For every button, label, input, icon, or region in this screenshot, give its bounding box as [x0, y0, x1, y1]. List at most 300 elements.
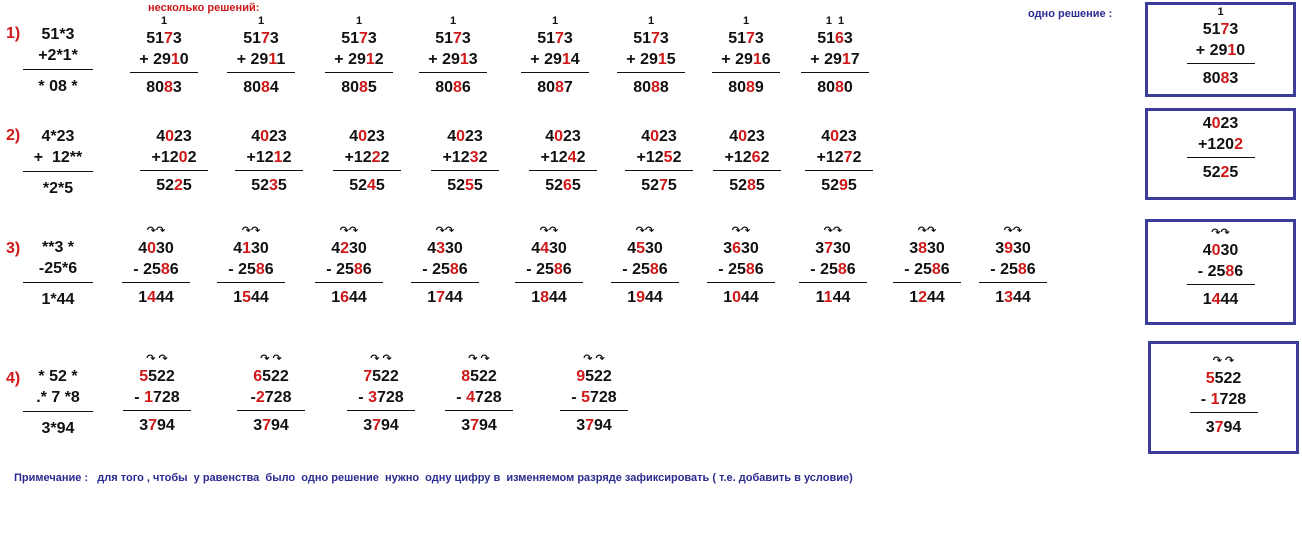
- example-line-c: [522, 175, 604, 196]
- highlight-digit: 7: [363, 368, 373, 385]
- example-divider: [411, 282, 479, 283]
- digits: 6: [562, 261, 572, 278]
- highlight-digit: 8: [160, 261, 170, 278]
- highlight-digit: 8: [540, 289, 549, 306]
- highlight-digit: 2: [173, 177, 183, 194]
- example-line-b: [133, 147, 215, 168]
- digits: 44: [1220, 291, 1239, 308]
- digits: 51: [633, 30, 651, 47]
- example-line-a: [792, 238, 874, 259]
- digits: 23: [563, 128, 581, 145]
- digits: 7: [563, 79, 573, 96]
- digits: 44: [349, 289, 367, 306]
- carry-mark: ↷↷: [917, 225, 937, 237]
- worked-example: [706, 126, 788, 196]
- carry-mark: ↷↷: [635, 225, 655, 237]
- digits: 51: [146, 30, 164, 47]
- digits: 2: [760, 149, 770, 166]
- highlight-digit: 7: [585, 417, 594, 434]
- example-divider: [805, 170, 873, 171]
- highlight-digit: 1: [841, 51, 851, 68]
- worked-example: [326, 126, 408, 196]
- digits: 23: [839, 128, 857, 145]
- highlight-digit: 7: [1220, 21, 1230, 38]
- example-line-a: [553, 366, 635, 387]
- example-line-a: [412, 28, 494, 49]
- digits: 2: [672, 149, 682, 166]
- worked-example: [115, 224, 197, 308]
- highlight-digit: 1: [561, 51, 571, 68]
- note-text: Примечание : для того , чтобы у равенства было одно решение нужно одну цифру в изменяемом разряде зафиксировать ( т.е. добавить в условие): [14, 472, 853, 484]
- digits: 4: [545, 128, 555, 145]
- example-divider: [140, 170, 208, 171]
- example-line-b: [1180, 134, 1262, 155]
- digits: -: [134, 389, 145, 406]
- digits: 30: [927, 240, 945, 257]
- problem-line-a: 4*23: [41, 128, 75, 145]
- worked-example: [116, 352, 198, 436]
- worked-example: [886, 224, 968, 308]
- digits: + 29: [334, 51, 366, 68]
- digits: 6: [761, 51, 771, 68]
- example-line-a: [514, 28, 596, 49]
- digits: - 25: [810, 261, 838, 278]
- example-divider: [445, 410, 513, 411]
- row-label: 1): [6, 25, 21, 42]
- example-line-c: [115, 287, 197, 308]
- digits: 30: [645, 240, 663, 257]
- problem-line-b: +2*1*: [38, 47, 78, 64]
- answer-box-row-4: [1148, 341, 1299, 454]
- highlight-digit: 3: [268, 177, 278, 194]
- highlight-digit: 0: [554, 128, 563, 145]
- highlight-digit: 1: [657, 51, 667, 68]
- example-line-b: [508, 259, 590, 280]
- highlight-digit: 5: [242, 289, 251, 306]
- digits: 4: [531, 240, 541, 257]
- digits: 44: [832, 289, 851, 306]
- worked-example: [1183, 354, 1265, 438]
- digits: 44: [741, 289, 759, 306]
- digits: 94: [479, 417, 497, 434]
- highlight-digit: 8: [837, 261, 847, 278]
- example-line-b: [604, 259, 686, 280]
- digits: 23: [1220, 115, 1239, 132]
- example-line-c: [228, 175, 310, 196]
- example-line-c: [610, 77, 692, 98]
- digits: 2: [374, 51, 384, 68]
- problem-line-b: .* 7 *8: [36, 389, 80, 406]
- example-line-a: [700, 238, 782, 259]
- carry-mark: ↷ ↷: [146, 353, 168, 365]
- highlight-digit: 3: [436, 240, 445, 257]
- digits: 51: [243, 30, 261, 47]
- digits: 30: [741, 240, 759, 257]
- worked-example: [553, 352, 635, 436]
- digits: 522: [372, 368, 399, 385]
- example-divider: [801, 72, 869, 73]
- highlight-digit: 8: [163, 79, 173, 96]
- example-divider: [123, 410, 191, 411]
- example-divider: [799, 282, 867, 283]
- digits: 30: [549, 240, 567, 257]
- digits: 6: [658, 261, 668, 278]
- digits: 4: [641, 128, 651, 145]
- digits: 3: [253, 417, 263, 434]
- carry-mark: ↷↷: [339, 225, 359, 237]
- digits: 80: [146, 79, 164, 96]
- digits: 1: [233, 289, 243, 306]
- digits: 6: [362, 261, 372, 278]
- digits: 44: [156, 289, 174, 306]
- highlight-digit: 4: [466, 389, 475, 406]
- digits: + 29: [428, 51, 460, 68]
- example-divider: [1187, 63, 1255, 64]
- digits: 3: [1229, 70, 1239, 87]
- example-divider: [712, 72, 780, 73]
- example-line-b: [1180, 261, 1262, 282]
- example-line-c: [700, 287, 782, 308]
- highlight-digit: 7: [824, 240, 833, 257]
- example-line-a: [794, 28, 876, 49]
- highlight-digit: 1: [752, 51, 762, 68]
- digits: - 25: [1197, 263, 1226, 280]
- digits: 3: [723, 240, 733, 257]
- highlight-digit: 7: [554, 30, 564, 47]
- digits: + 29: [810, 51, 842, 68]
- carry-mark: ↷↷: [435, 225, 455, 237]
- digits: 5: [375, 177, 385, 194]
- example-line-b: [798, 147, 880, 168]
- highlight-digit: 8: [649, 261, 659, 278]
- digits: 52: [447, 177, 465, 194]
- example-line-c: [972, 287, 1054, 308]
- example-divider: [617, 72, 685, 73]
- digits: 52: [729, 177, 747, 194]
- highlight-digit: 1: [823, 289, 833, 306]
- highlight-digit: 0: [358, 128, 367, 145]
- digits: 30: [251, 240, 269, 257]
- example-line-c: [514, 77, 596, 98]
- problem-4: [18, 366, 98, 439]
- digits: 728: [376, 389, 404, 406]
- digits: - 25: [228, 261, 256, 278]
- digits: 3: [461, 417, 471, 434]
- digits: 80: [1202, 70, 1221, 87]
- example-line-c: [618, 175, 700, 196]
- digits: 51: [341, 30, 359, 47]
- example-line-c: [706, 175, 788, 196]
- highlight-digit: 0: [260, 128, 269, 145]
- digits: 44: [549, 289, 567, 306]
- digits: 80: [341, 79, 359, 96]
- digits: 80: [537, 79, 555, 96]
- problem-line-c: 3*94: [41, 420, 75, 437]
- highlight-digit: 8: [918, 240, 927, 257]
- digits: 1: [815, 289, 824, 306]
- digits: 4: [1202, 242, 1212, 259]
- example-line-a: [604, 238, 686, 259]
- example-divider: [431, 170, 499, 171]
- worked-example: [798, 126, 880, 196]
- digits: 1: [909, 289, 919, 306]
- example-line-a: [326, 126, 408, 147]
- worked-example: [794, 14, 876, 98]
- digits: 23: [269, 128, 287, 145]
- example-line-a: [220, 28, 302, 49]
- digits: +12: [442, 149, 470, 166]
- highlight-digit: 1: [268, 51, 277, 68]
- digits: 3: [563, 30, 573, 47]
- digits: 52: [349, 177, 367, 194]
- example-line-a: [123, 28, 205, 49]
- highlight-digit: 8: [353, 261, 363, 278]
- digits: 522: [470, 368, 497, 385]
- digits: +12: [636, 149, 664, 166]
- highlight-digit: 9: [838, 177, 848, 194]
- example-line-a: [1180, 19, 1262, 40]
- digits: 80: [435, 79, 453, 96]
- digits: 52: [545, 177, 563, 194]
- digits: 3: [1205, 419, 1215, 436]
- digits: 80: [728, 79, 746, 96]
- digits: 3: [461, 30, 471, 47]
- example-line-a: [798, 126, 880, 147]
- highlight-digit: 8: [452, 79, 462, 96]
- example-line-b: [115, 259, 197, 280]
- row-label: 2): [6, 127, 21, 144]
- highlight-digit: 5: [663, 149, 673, 166]
- digits: + 29: [530, 51, 562, 68]
- digits: 1: [531, 289, 541, 306]
- highlight-digit: 8: [746, 177, 756, 194]
- highlight-digit: 8: [1225, 263, 1235, 280]
- highlight-digit: 7: [650, 30, 660, 47]
- example-line-a: [404, 238, 486, 259]
- example-divider: [611, 282, 679, 283]
- highlight-digit: 0: [1211, 242, 1221, 259]
- example-line-c: [438, 415, 520, 436]
- example-line-a: [522, 126, 604, 147]
- example-line-c: [133, 175, 215, 196]
- example-line-b: [220, 49, 302, 70]
- digits: 1: [1202, 291, 1212, 308]
- highlight-digit: 1: [144, 389, 153, 406]
- answer-box-row-1: [1145, 2, 1296, 97]
- digits: 3: [172, 79, 182, 96]
- digits: 2: [187, 149, 197, 166]
- highlight-digit: 1: [1210, 391, 1220, 408]
- highlight-digit: 5: [1205, 370, 1215, 387]
- example-line-a: [133, 126, 215, 147]
- highlight-digit: 8: [449, 261, 459, 278]
- digits: 728: [264, 389, 292, 406]
- highlight-digit: 8: [650, 79, 660, 96]
- worked-example: [412, 14, 494, 98]
- digits: 728: [589, 389, 617, 406]
- example-divider: [1190, 412, 1258, 413]
- digits: 6: [461, 79, 471, 96]
- answer-box-row-2: [1145, 108, 1296, 200]
- digits: + 29: [626, 51, 658, 68]
- highlight-digit: 6: [834, 30, 844, 47]
- digits: 44: [927, 289, 945, 306]
- digits: 3: [172, 30, 182, 47]
- digits: 4: [427, 240, 437, 257]
- problem-divider: [23, 171, 93, 172]
- carry-mark: ↷ ↷: [260, 353, 282, 365]
- digits: 44: [445, 289, 463, 306]
- digits: 4: [331, 240, 341, 257]
- problem-line-a: * 52 *: [38, 368, 78, 385]
- carry-mark: 1: [355, 15, 363, 27]
- highlight-digit: 5: [581, 389, 590, 406]
- highlight-digit: 5: [139, 368, 149, 385]
- highlight-digit: 0: [1211, 115, 1221, 132]
- carry-mark: ↷↷: [731, 225, 751, 237]
- problem-divider: [23, 282, 93, 283]
- digits: 522: [148, 368, 175, 385]
- problem-line-b: + 12**: [33, 149, 83, 166]
- example-line-c: [326, 175, 408, 196]
- example-divider: [130, 72, 198, 73]
- highlight-digit: 5: [636, 240, 645, 257]
- highlight-digit: 8: [745, 261, 755, 278]
- digits: - 25: [133, 261, 161, 278]
- digits: 3: [995, 240, 1005, 257]
- example-divider: [237, 410, 305, 411]
- digits: 23: [367, 128, 385, 145]
- worked-example: [1180, 5, 1262, 89]
- worked-example: [210, 224, 292, 308]
- digits: 7: [850, 51, 860, 68]
- example-line-b: [706, 147, 788, 168]
- digits: 4: [447, 128, 457, 145]
- carry-mark: 1 1: [825, 15, 845, 27]
- example-line-c: [1180, 162, 1262, 183]
- example-line-a: [705, 28, 787, 49]
- highlight-digit: 8: [554, 79, 564, 96]
- example-divider: [333, 170, 401, 171]
- problem-line-a: **3 *: [41, 239, 75, 256]
- highlight-digit: 9: [576, 368, 586, 385]
- digits: 51: [1202, 21, 1221, 38]
- highlight-digit: 0: [732, 289, 741, 306]
- digits: 5: [847, 177, 857, 194]
- highlight-digit: 1: [365, 51, 375, 68]
- highlight-digit: 2: [340, 240, 349, 257]
- example-line-b: [1180, 40, 1262, 61]
- digits: 3: [1229, 21, 1239, 38]
- example-line-b: [424, 147, 506, 168]
- example-divider: [217, 282, 285, 283]
- digits: +12: [540, 149, 568, 166]
- digits: 23: [659, 128, 677, 145]
- digits: 5: [667, 177, 677, 194]
- digits: 52: [641, 177, 659, 194]
- worked-example: [230, 352, 312, 436]
- digits: 5: [367, 79, 377, 96]
- highlight-digit: 0: [456, 128, 465, 145]
- highlight-digit: 4: [567, 149, 577, 166]
- highlight-digit: 8: [553, 261, 563, 278]
- highlight-digit: 8: [1220, 70, 1230, 87]
- highlight-digit: 4: [1211, 291, 1221, 308]
- digits: + 29: [1195, 42, 1228, 59]
- highlight-digit: 7: [262, 417, 271, 434]
- worked-example: [514, 14, 596, 98]
- worked-example: [508, 224, 590, 308]
- digits: 52: [251, 177, 269, 194]
- problem-line-b: -25*6: [38, 260, 78, 277]
- digits: 44: [1013, 289, 1031, 306]
- example-line-a: [610, 28, 692, 49]
- digits: 80: [633, 79, 651, 96]
- worked-example: [792, 224, 874, 308]
- highlight-digit: 1: [459, 51, 469, 68]
- highlight-digit: 2: [1220, 164, 1230, 181]
- example-line-a: [308, 238, 390, 259]
- example-divider: [529, 170, 597, 171]
- digits: - 25: [904, 261, 932, 278]
- worked-example: [404, 224, 486, 308]
- digits: 4: [233, 240, 243, 257]
- digits: 80: [817, 79, 835, 96]
- highlight-digit: 1: [170, 51, 180, 68]
- digits: 3: [909, 240, 919, 257]
- digits: 30: [833, 240, 851, 257]
- worked-example: [228, 126, 310, 196]
- single-solution-heading: одно решение :: [1028, 8, 1113, 20]
- digits: 30: [1013, 240, 1031, 257]
- worked-example: [424, 126, 506, 196]
- digits: 6: [846, 261, 856, 278]
- example-line-c: [424, 175, 506, 196]
- carry-mark: 1: [742, 15, 750, 27]
- digits: 3: [659, 30, 669, 47]
- row-label: 4): [6, 370, 21, 387]
- example-line-b: [123, 49, 205, 70]
- digits: 94: [271, 417, 289, 434]
- example-line-c: [1183, 417, 1265, 438]
- digits: 6: [1026, 261, 1036, 278]
- carry-mark: 1: [257, 15, 265, 27]
- digits: 3: [815, 240, 825, 257]
- example-divider: [979, 282, 1047, 283]
- worked-example: [618, 126, 700, 196]
- digits: + 29: [721, 51, 753, 68]
- digits: 3: [367, 30, 377, 47]
- highlight-digit: 7: [163, 30, 173, 47]
- highlight-digit: 7: [148, 417, 157, 434]
- digits: 5: [1229, 164, 1239, 181]
- digits: 522: [585, 368, 612, 385]
- digits: 1: [627, 289, 637, 306]
- highlight-digit: 7: [745, 30, 755, 47]
- digits: 3: [754, 30, 764, 47]
- digits: 728: [474, 389, 502, 406]
- example-line-b: [792, 259, 874, 280]
- digits: 6: [169, 261, 179, 278]
- digits: 5: [755, 177, 765, 194]
- example-line-a: [424, 126, 506, 147]
- example-line-a: [318, 28, 400, 49]
- digits: 3: [139, 417, 149, 434]
- example-line-a: [706, 126, 788, 147]
- example-line-b: [230, 387, 312, 408]
- digits: + 29: [236, 51, 269, 68]
- problem-divider: [23, 411, 93, 412]
